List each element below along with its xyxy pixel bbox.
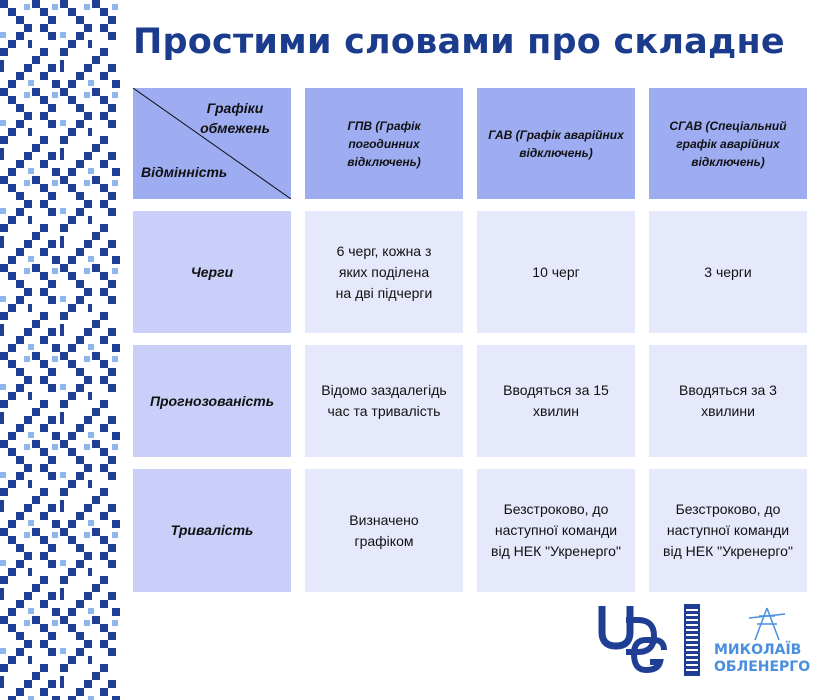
table-cell: Вводяться за 15 хвилин (477, 345, 635, 457)
table-corner-cell (133, 88, 291, 199)
table-cell: 6 черг, кожна з яких поділена на дві підчерги (305, 211, 463, 333)
table-cell: Безстроково, до наступної команди від НЕК "Укренерго" (649, 469, 807, 592)
table-cell: Вводяться за 3 хвилини (649, 345, 807, 457)
page-title: Простими словами про складне (133, 22, 785, 62)
row-header-predictability: Прогнозованість (133, 345, 291, 457)
corner-top-label: Графіки обмежень (200, 100, 270, 136)
column-header-sgav: СГАВ (Спеціальний графік аварійних відключень) (649, 88, 807, 199)
row-header-duration: Тривалість (133, 469, 291, 592)
table-cell: Відомо заздалегідь час та тривалість (305, 345, 463, 457)
comparison-table (133, 88, 807, 592)
company-name (714, 642, 810, 676)
column-header-gpv: ГПВ (Графік погодинних відключень) (305, 88, 463, 199)
udg-logo (598, 602, 674, 678)
company-name-line2: ОБЛЕНЕРГО (714, 659, 811, 675)
embroidery-ornament (0, 0, 120, 700)
ornament-strip-icon (684, 604, 700, 676)
corner-bottom-label: Відмінність (141, 164, 228, 180)
company-name-line1: МИКОЛАЇВ (714, 642, 802, 658)
power-line-icon (712, 606, 822, 642)
column-header-gav: ГАВ (Графік аварійних відключень) (477, 88, 635, 199)
row-header-queues: Черги (133, 211, 291, 333)
table-cell: Безстроково, до наступної команди від НЕК "Укренерго" (477, 469, 635, 592)
table-cell: Визначено графіком (305, 469, 463, 592)
table-cell: 3 черги (649, 211, 807, 333)
table-cell: 10 черг (477, 211, 635, 333)
